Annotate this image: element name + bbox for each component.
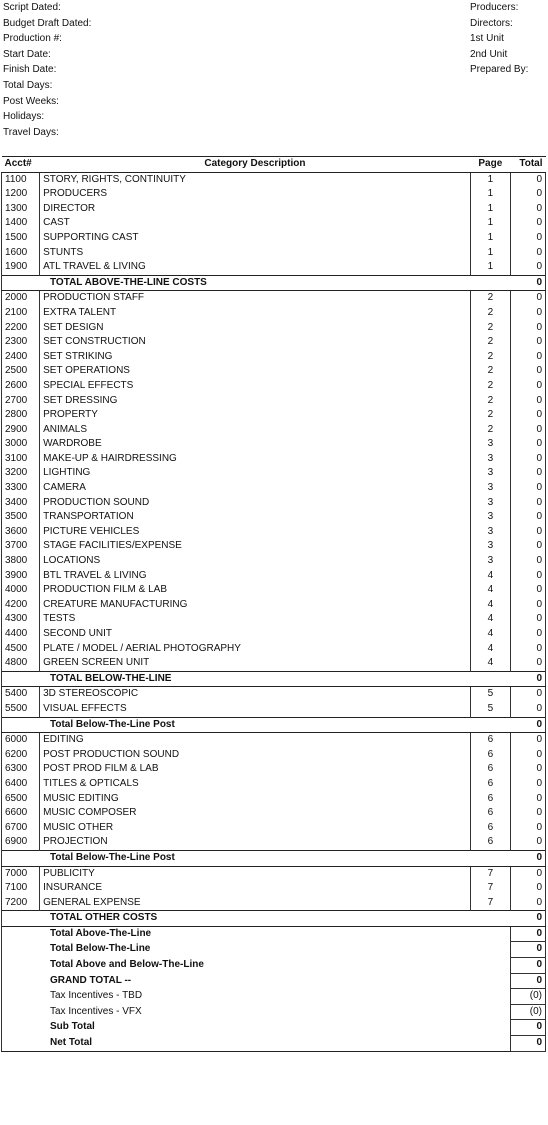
category-description: PUBLICITY	[40, 866, 471, 881]
subtotal-label: Total Below-The-Line Post	[2, 717, 511, 733]
page-number: 2	[470, 291, 510, 306]
table-row	[2, 452, 546, 467]
table-row	[2, 762, 546, 777]
account-number: 2700	[2, 394, 40, 409]
page-number: 1	[470, 202, 510, 217]
total-value: 0	[510, 423, 545, 438]
page-number: 1	[470, 172, 510, 187]
total-value: 0	[510, 866, 545, 881]
account-number: 5500	[2, 702, 40, 717]
total-value: 0	[510, 335, 545, 350]
table-row	[2, 260, 546, 275]
page-number: 2	[470, 423, 510, 438]
category-description: CREATURE MANUFACTURING	[40, 598, 471, 613]
account-number: 1400	[2, 216, 40, 231]
page-number: 3	[470, 481, 510, 496]
page-number: 6	[470, 806, 510, 821]
summary-value: 0	[510, 958, 545, 974]
table-row	[2, 866, 546, 881]
total-value: 0	[510, 627, 545, 642]
account-number: 4800	[2, 656, 40, 671]
account-number: 4000	[2, 583, 40, 598]
total-value: 0	[510, 896, 545, 911]
category-description: MUSIC COMPOSER	[40, 806, 471, 821]
table-row	[2, 554, 546, 569]
account-number: 4500	[2, 642, 40, 657]
header-field-label: Finish Date:	[3, 64, 57, 76]
page-number: 6	[470, 748, 510, 763]
category-description: EXTRA TALENT	[40, 306, 471, 321]
total-value: 0	[510, 216, 545, 231]
category-description: STORY, RIGHTS, CONTINUITY	[40, 172, 471, 187]
header-field-label: Travel Days:	[3, 126, 59, 138]
account-number: 3400	[2, 496, 40, 511]
table-row	[2, 612, 546, 627]
table-row	[2, 642, 546, 657]
category-description: PLATE / MODEL / AERIAL PHOTOGRAPHY	[40, 642, 471, 657]
account-number: 4200	[2, 598, 40, 613]
page-number: 4	[470, 656, 510, 671]
summary-label: Sub Total	[2, 1020, 511, 1036]
page-number: 3	[470, 452, 510, 467]
total-value: 0	[510, 291, 545, 306]
header-field-label: Directors:	[470, 17, 513, 29]
page-number: 6	[470, 821, 510, 836]
table-row	[2, 656, 546, 671]
table-row	[2, 569, 546, 584]
account-number: 6700	[2, 821, 40, 836]
total-value: 0	[510, 379, 545, 394]
col-header-acct: Acct#	[2, 157, 40, 173]
header-field-label: Holidays:	[3, 111, 45, 123]
header-field-label: Prepared By:	[470, 64, 529, 76]
category-description: MUSIC EDITING	[40, 792, 471, 807]
account-number: 1600	[2, 246, 40, 261]
subtotal-label: TOTAL ABOVE-THE-LINE COSTS	[2, 275, 511, 291]
total-value: 0	[510, 642, 545, 657]
summary-label: Total Above and Below-The-Line	[2, 958, 511, 974]
table-row	[2, 627, 546, 642]
table-row	[2, 881, 546, 896]
page-number: 2	[470, 350, 510, 365]
category-description: BTL TRAVEL & LIVING	[40, 569, 471, 584]
account-number: 2500	[2, 364, 40, 379]
category-description: POST PROD FILM & LAB	[40, 762, 471, 777]
table-row	[2, 291, 546, 306]
category-description: ANIMALS	[40, 423, 471, 438]
total-value: 0	[510, 452, 545, 467]
account-number: 1500	[2, 231, 40, 246]
total-value: 0	[510, 539, 545, 554]
account-number: 3100	[2, 452, 40, 467]
total-value: 0	[510, 246, 545, 261]
category-description: PROPERTY	[40, 408, 471, 423]
account-number: 7200	[2, 896, 40, 911]
total-value: 0	[510, 687, 545, 702]
account-number: 6200	[2, 748, 40, 763]
page-number: 4	[470, 583, 510, 598]
total-value: 0	[510, 321, 545, 336]
account-number: 7000	[2, 866, 40, 881]
category-description: GREEN SCREEN UNIT	[40, 656, 471, 671]
page-number: 6	[470, 835, 510, 850]
page-number: 2	[470, 364, 510, 379]
subtotal-row	[2, 911, 546, 927]
table-row	[2, 792, 546, 807]
table-row	[2, 394, 546, 409]
table-row	[2, 777, 546, 792]
category-description: SET STRIKING	[40, 350, 471, 365]
category-description: PRODUCTION STAFF	[40, 291, 471, 306]
subtotal-row	[2, 671, 546, 687]
total-value: 0	[510, 466, 545, 481]
category-description: PICTURE VEHICLES	[40, 525, 471, 540]
total-value: 0	[510, 612, 545, 627]
subtotal-row	[2, 717, 546, 733]
category-description: SET DESIGN	[40, 321, 471, 336]
table-row	[2, 202, 546, 217]
account-number: 3800	[2, 554, 40, 569]
category-description: DIRECTOR	[40, 202, 471, 217]
account-number: 7100	[2, 881, 40, 896]
header-left-fields	[3, 0, 91, 140]
table-row	[2, 821, 546, 836]
category-description: VISUAL EFFECTS	[40, 702, 471, 717]
category-description: 3D STEREOSCOPIC	[40, 687, 471, 702]
table-row	[2, 733, 546, 748]
account-number: 6300	[2, 762, 40, 777]
table-row	[2, 335, 546, 350]
category-description: STAGE FACILITIES/EXPENSE	[40, 539, 471, 554]
table-row	[2, 598, 546, 613]
total-value: 0	[510, 777, 545, 792]
subtotal-value: 0	[510, 911, 545, 927]
header-field-label: Post Weeks:	[3, 95, 59, 107]
category-description: MAKE-UP & HAIRDRESSING	[40, 452, 471, 467]
account-number: 3000	[2, 437, 40, 452]
table-row	[2, 525, 546, 540]
category-description: CAMERA	[40, 481, 471, 496]
table-row	[2, 466, 546, 481]
table-row	[2, 350, 546, 365]
table-row	[2, 835, 546, 850]
total-value: 0	[510, 762, 545, 777]
table-row	[2, 481, 546, 496]
summary-row	[2, 989, 546, 1005]
category-description: INSURANCE	[40, 881, 471, 896]
page-number: 2	[470, 394, 510, 409]
total-value: 0	[510, 172, 545, 187]
table-body	[2, 172, 546, 1051]
summary-row	[2, 958, 546, 974]
page-number: 5	[470, 687, 510, 702]
account-number: 3200	[2, 466, 40, 481]
page-number: 1	[470, 187, 510, 202]
category-description: SET OPERATIONS	[40, 364, 471, 379]
header-field-label: Budget Draft Dated:	[3, 17, 92, 29]
page-number: 1	[470, 246, 510, 261]
header-field-label: Start Date:	[3, 48, 51, 60]
total-value: 0	[510, 598, 545, 613]
account-number: 1200	[2, 187, 40, 202]
category-description: CAST	[40, 216, 471, 231]
category-description: TITLES & OPTICALS	[40, 777, 471, 792]
summary-value: 0	[510, 1020, 545, 1036]
subtotal-row	[2, 275, 546, 291]
account-number: 6400	[2, 777, 40, 792]
account-number: 3600	[2, 525, 40, 540]
page-number: 4	[470, 612, 510, 627]
page-number: 4	[470, 627, 510, 642]
account-number: 2300	[2, 335, 40, 350]
total-value: 0	[510, 835, 545, 850]
category-description: WARDROBE	[40, 437, 471, 452]
account-number: 3900	[2, 569, 40, 584]
category-description: SPECIAL EFFECTS	[40, 379, 471, 394]
total-value: 0	[510, 702, 545, 717]
account-number: 6500	[2, 792, 40, 807]
total-value: 0	[510, 510, 545, 525]
total-value: 0	[510, 350, 545, 365]
table-row	[2, 806, 546, 821]
total-value: 0	[510, 496, 545, 511]
total-value: 0	[510, 569, 545, 584]
page-number: 7	[470, 896, 510, 911]
page-number: 6	[470, 777, 510, 792]
summary-label: Tax Incentives - VFX	[2, 1004, 511, 1020]
summary-value: 0	[510, 1036, 545, 1052]
page-number: 3	[470, 525, 510, 540]
page-number: 3	[470, 466, 510, 481]
total-value: 0	[510, 187, 545, 202]
category-description: SET CONSTRUCTION	[40, 335, 471, 350]
total-value: 0	[510, 733, 545, 748]
account-number: 6600	[2, 806, 40, 821]
category-description: TESTS	[40, 612, 471, 627]
page-number: 4	[470, 598, 510, 613]
table-row	[2, 539, 546, 554]
table-row	[2, 364, 546, 379]
account-number: 5400	[2, 687, 40, 702]
subtotal-value: 0	[510, 671, 545, 687]
summary-row	[2, 942, 546, 958]
account-number: 4300	[2, 612, 40, 627]
total-value: 0	[510, 748, 545, 763]
summary-label: Total Above-The-Line	[2, 926, 511, 942]
total-value: 0	[510, 554, 545, 569]
page-number: 2	[470, 379, 510, 394]
table-row	[2, 231, 546, 246]
header-field-label: Total Days:	[3, 79, 53, 91]
page-number: 2	[470, 306, 510, 321]
table-row	[2, 216, 546, 231]
subtotal-row	[2, 850, 546, 866]
page-number: 3	[470, 510, 510, 525]
page-number: 2	[470, 408, 510, 423]
page-number: 1	[470, 216, 510, 231]
page-number: 6	[470, 733, 510, 748]
account-number: 2400	[2, 350, 40, 365]
total-value: 0	[510, 394, 545, 409]
summary-label: Tax Incentives - TBD	[2, 989, 511, 1005]
header-right-fields	[470, 0, 528, 78]
page-number: 4	[470, 642, 510, 657]
page-number: 2	[470, 321, 510, 336]
category-description: EDITING	[40, 733, 471, 748]
subtotal-value: 0	[510, 850, 545, 866]
account-number: 2200	[2, 321, 40, 336]
account-number: 4400	[2, 627, 40, 642]
account-number: 3500	[2, 510, 40, 525]
total-value: 0	[510, 583, 545, 598]
category-description: GENERAL EXPENSE	[40, 896, 471, 911]
summary-row	[2, 1020, 546, 1036]
col-header-total: Total	[510, 157, 545, 173]
summary-value: (0)	[510, 989, 545, 1005]
category-description: PRODUCERS	[40, 187, 471, 202]
account-number: 2100	[2, 306, 40, 321]
category-description: TRANSPORTATION	[40, 510, 471, 525]
total-value: 0	[510, 306, 545, 321]
total-value: 0	[510, 231, 545, 246]
summary-row	[2, 973, 546, 989]
total-value: 0	[510, 821, 545, 836]
summary-row	[2, 1004, 546, 1020]
summary-value: 0	[510, 942, 545, 958]
category-description: SECOND UNIT	[40, 627, 471, 642]
page-number: 7	[470, 866, 510, 881]
account-number: 1100	[2, 172, 40, 187]
table-row	[2, 246, 546, 261]
subtotal-value: 0	[510, 717, 545, 733]
table-row	[2, 408, 546, 423]
page-number: 6	[470, 762, 510, 777]
total-value: 0	[510, 481, 545, 496]
total-value: 0	[510, 881, 545, 896]
page-number: 7	[470, 881, 510, 896]
total-value: 0	[510, 408, 545, 423]
header-field-label: Script Dated:	[3, 2, 61, 13]
subtotal-label: Total Below-The-Line Post	[2, 850, 511, 866]
category-description: LIGHTING	[40, 466, 471, 481]
category-description: PROJECTION	[40, 835, 471, 850]
total-value: 0	[510, 364, 545, 379]
page-number: 5	[470, 702, 510, 717]
account-number: 3300	[2, 481, 40, 496]
table-row	[2, 583, 546, 598]
category-description: SET DRESSING	[40, 394, 471, 409]
total-value: 0	[510, 437, 545, 452]
page-number: 4	[470, 569, 510, 584]
account-number: 1900	[2, 260, 40, 275]
table-row	[2, 423, 546, 438]
total-value: 0	[510, 525, 545, 540]
account-number: 1300	[2, 202, 40, 217]
page-number: 3	[470, 437, 510, 452]
header-field-label: Production #:	[3, 33, 62, 45]
total-value: 0	[510, 260, 545, 275]
header-field-label: Producers:	[470, 2, 519, 13]
summary-label: GRAND TOTAL --	[2, 973, 511, 989]
table-row	[2, 748, 546, 763]
category-description: MUSIC OTHER	[40, 821, 471, 836]
table-row	[2, 496, 546, 511]
page-number: 3	[470, 496, 510, 511]
category-description: POST PRODUCTION SOUND	[40, 748, 471, 763]
page-number: 6	[470, 792, 510, 807]
summary-label: Total Below-The-Line	[2, 942, 511, 958]
total-value: 0	[510, 656, 545, 671]
table-row	[2, 437, 546, 452]
category-description: PRODUCTION SOUND	[40, 496, 471, 511]
table-row	[2, 379, 546, 394]
subtotal-label: TOTAL OTHER COSTS	[2, 911, 511, 927]
account-number: 2000	[2, 291, 40, 306]
table-row	[2, 172, 546, 187]
page-number: 1	[470, 231, 510, 246]
account-number: 6000	[2, 733, 40, 748]
table-row	[2, 896, 546, 911]
account-number: 3700	[2, 539, 40, 554]
table-row	[2, 321, 546, 336]
total-value: 0	[510, 806, 545, 821]
col-header-page: Page	[470, 157, 510, 173]
summary-value: 0	[510, 926, 545, 942]
category-description: STUNTS	[40, 246, 471, 261]
subtotal-value: 0	[510, 275, 545, 291]
total-value: 0	[510, 792, 545, 807]
category-description: LOCATIONS	[40, 554, 471, 569]
subtotal-label: TOTAL BELOW-THE-LINE	[2, 671, 511, 687]
table-row	[2, 187, 546, 202]
header-field-label: 2nd Unit	[470, 48, 508, 60]
table-row	[2, 510, 546, 525]
budget-topsheet-table	[1, 156, 546, 1052]
page-number: 3	[470, 554, 510, 569]
category-description: SUPPORTING CAST	[40, 231, 471, 246]
page-number: 1	[470, 260, 510, 275]
table-row	[2, 687, 546, 702]
account-number: 2900	[2, 423, 40, 438]
summary-value: (0)	[510, 1004, 545, 1020]
category-description: PRODUCTION FILM & LAB	[40, 583, 471, 598]
summary-label: Net Total	[2, 1036, 511, 1052]
table-header	[2, 157, 546, 173]
table-row	[2, 306, 546, 321]
category-description: ATL TRAVEL & LIVING	[40, 260, 471, 275]
summary-value: 0	[510, 973, 545, 989]
total-value: 0	[510, 202, 545, 217]
summary-row	[2, 926, 546, 942]
account-number: 6900	[2, 835, 40, 850]
account-number: 2800	[2, 408, 40, 423]
col-header-description: Category Description	[40, 157, 471, 173]
account-number: 2600	[2, 379, 40, 394]
table-row	[2, 702, 546, 717]
page-number: 2	[470, 335, 510, 350]
header-field-label: 1st Unit	[470, 33, 504, 45]
summary-row	[2, 1036, 546, 1052]
page-number: 3	[470, 539, 510, 554]
